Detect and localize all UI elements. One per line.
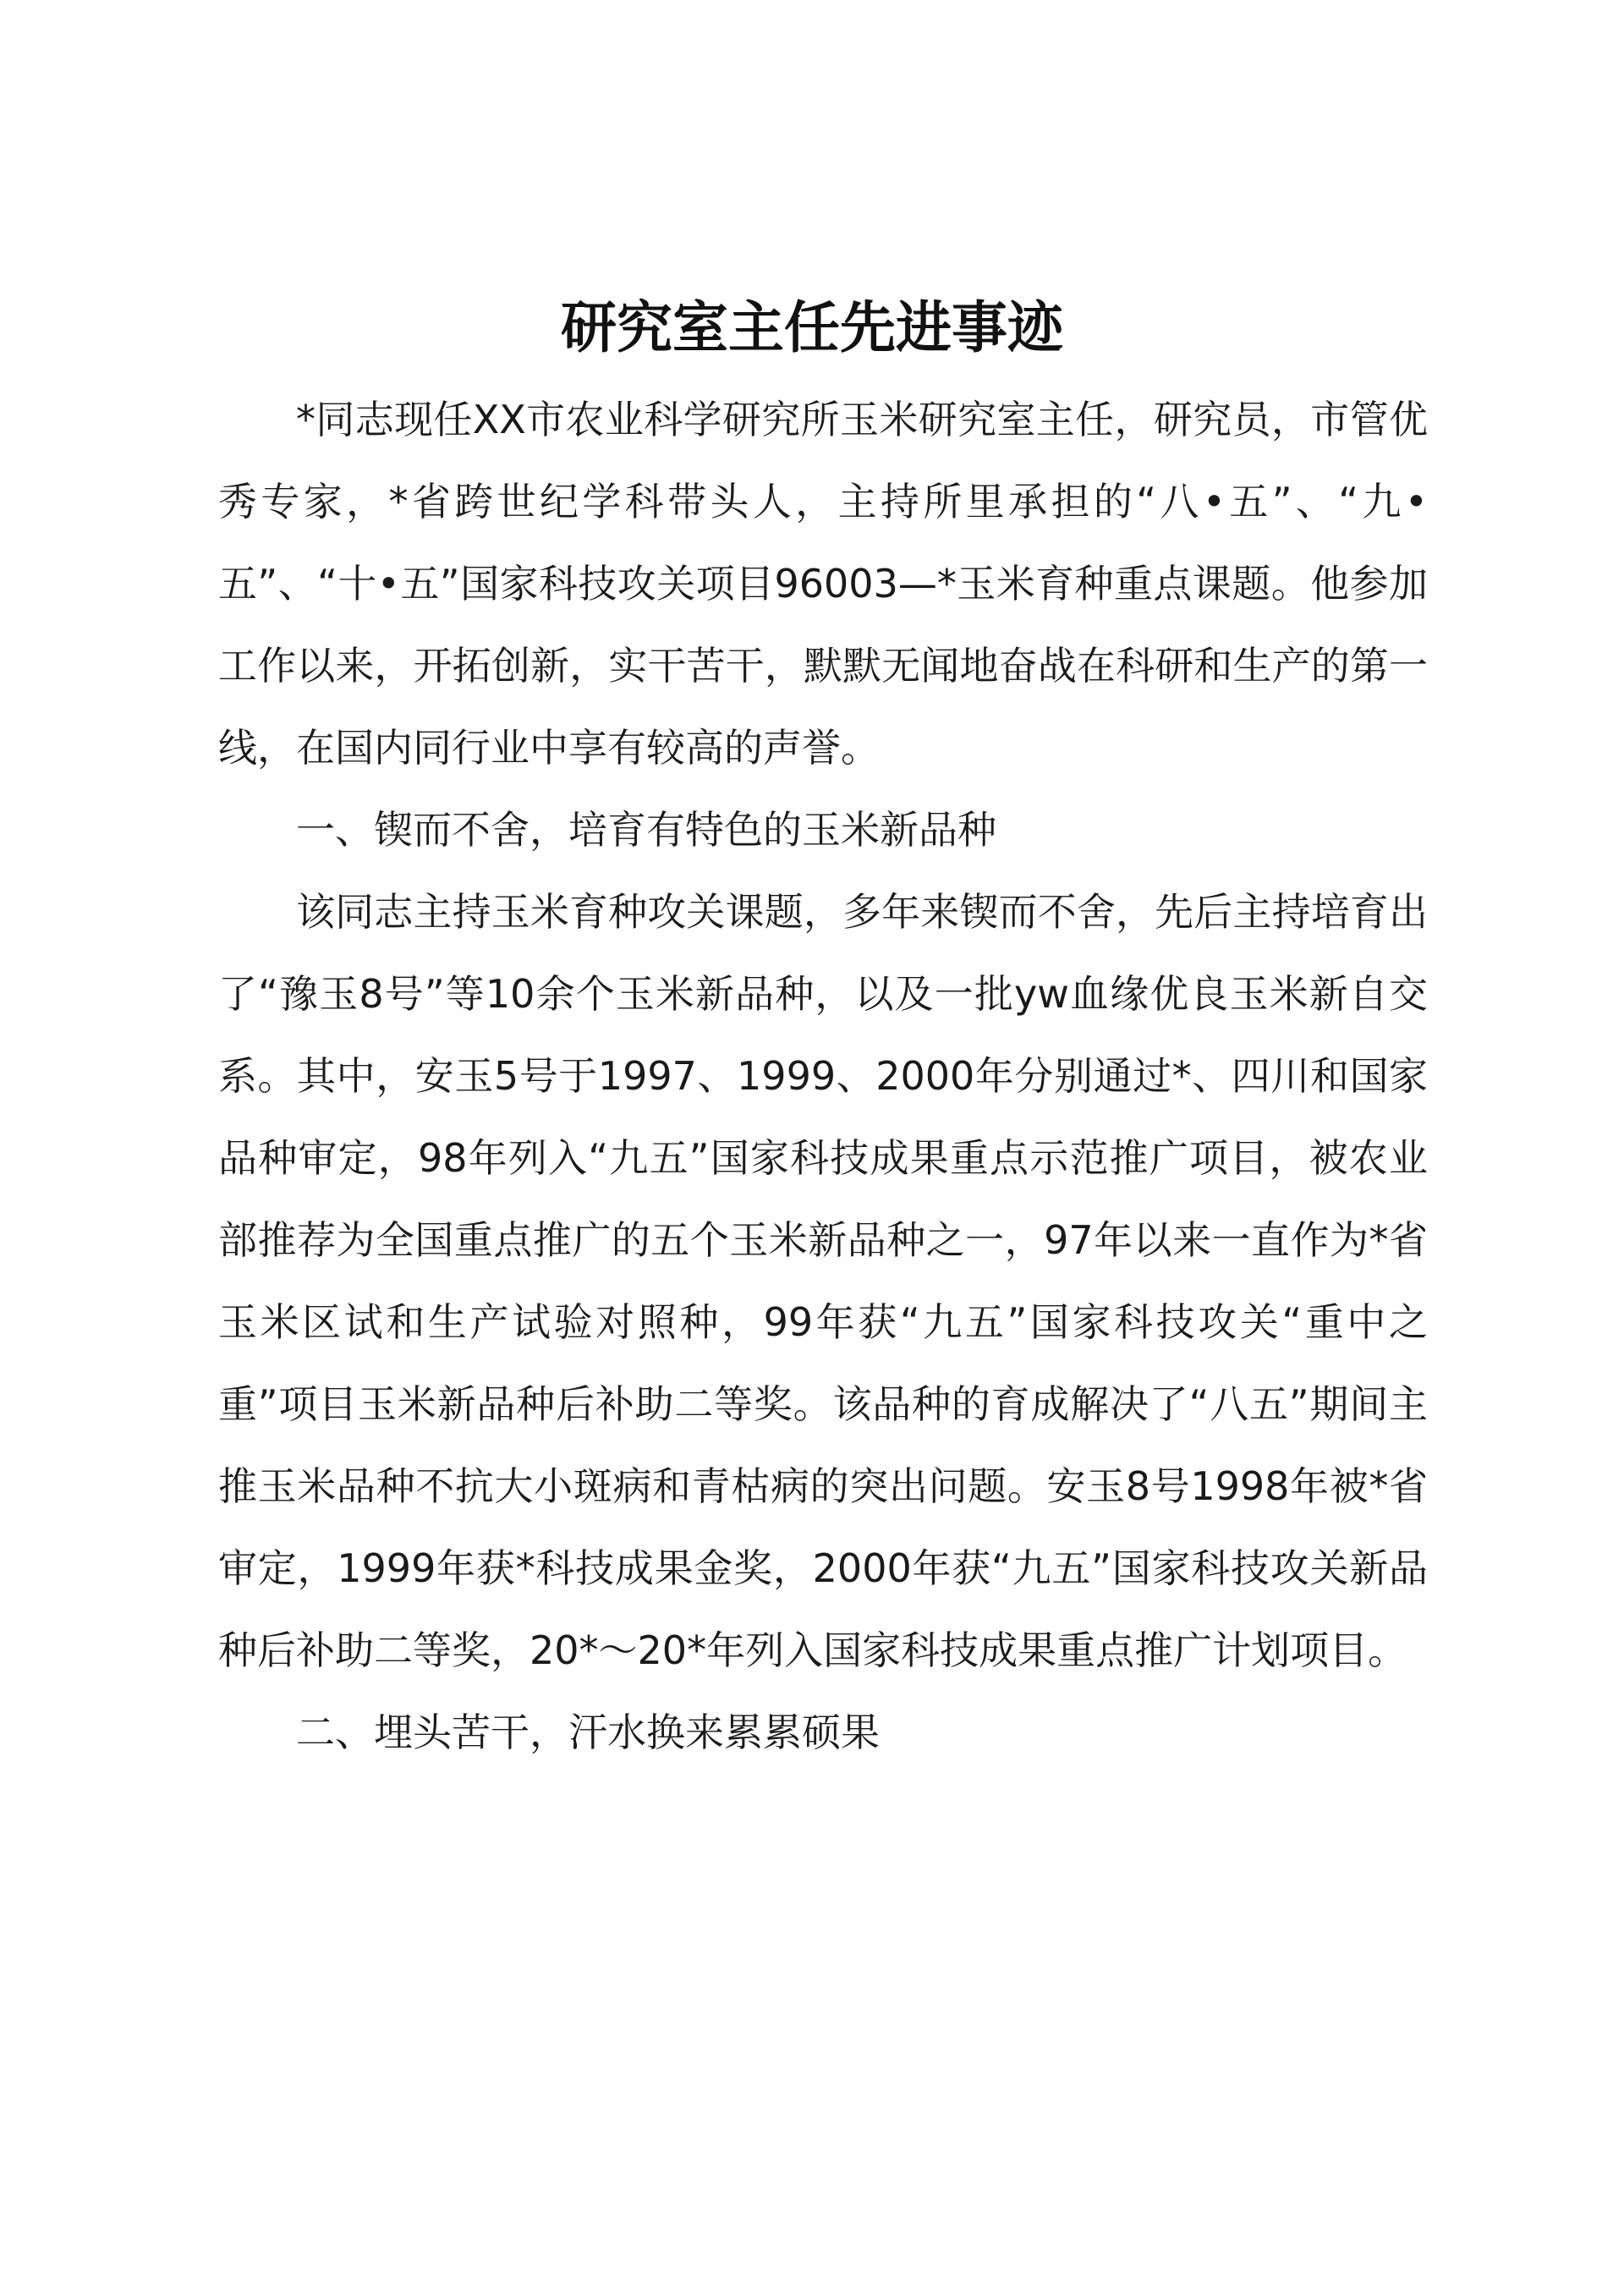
section-heading-1: 一、锲而不舍，培育有特色的玉米新品种 <box>296 807 996 853</box>
section-1-paragraph: 该同志主持玉米育种攻关课题，多年来锲而不舍，先后主持培育出了“豫玉8号”等10余个玉米新品种，以及一批yw血缘优良玉米新自交系。其中，安玉5号于1997、1999、2000年分别通过*、四川和国家品种审定，98年列入“九五”国家科技成果重点示范推广项目，被农业部推荐为全国重点推广的五个玉米新品种之一，97年以来一直作为*省玉米区试和生产试验对照种，99年获“九五”国家科技攻关“重中之重”项目玉米新品种后补助二等奖。该品种的育成解决了“八五”期间主推玉米品种不抗大小斑病和青枯病的突出问题。安玉8号1998年被*省审定，1999年获*科技成果金奖，2000年获“九五”国家科技攻关新品种后补助二等奖，20*～20*年列入国家科技成果重点推广计划项目。 <box>218 889 1428 1673</box>
intro-paragraph: *同志现任XX市农业科学研究所玉米研究室主任，研究员，市管优秀专家，*省跨世纪学科带头人，主持所里承担的“八•五”、“九•五”、“十•五”国家科技攻关项目96003—*玉米育种重点课题。他参加工作以来，开拓创新，实干苦干，默默无闻地奋战在科研和生产的第一线，在国内同行业中享有较高的声誉。 <box>218 397 1428 771</box>
document-body <box>218 379 1428 1774</box>
section-heading-2: 二、埋头苦干，汗水换来累累硕果 <box>296 1710 880 1755</box>
document-title: 研究室主任先进事迹 <box>561 294 1063 360</box>
